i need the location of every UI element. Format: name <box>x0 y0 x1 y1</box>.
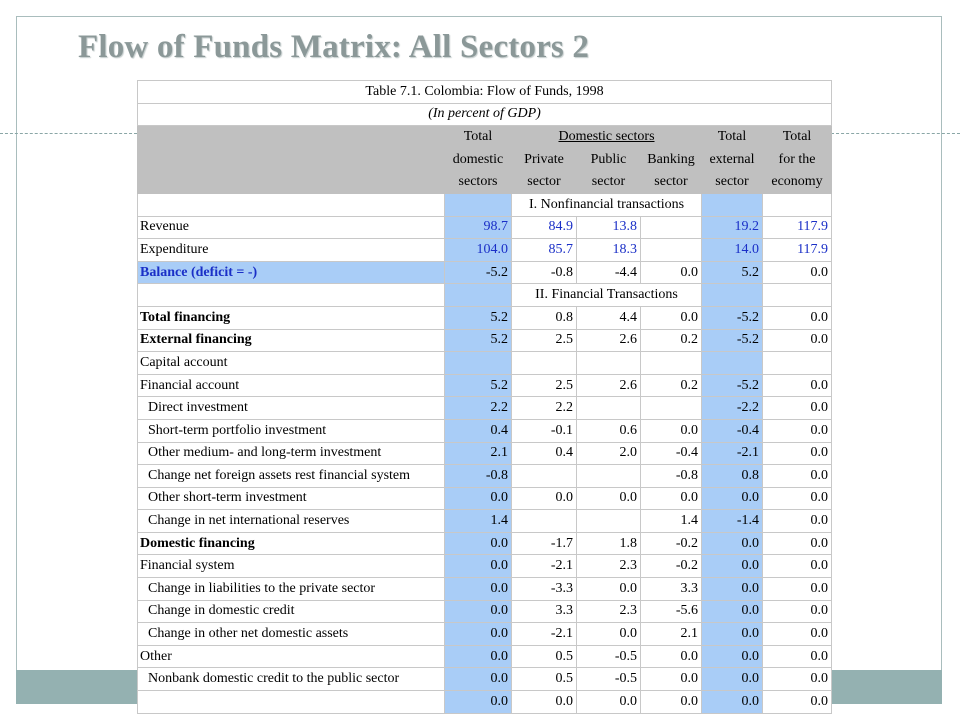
table-row <box>138 374 832 397</box>
table-cell: 0.0 <box>641 419 702 442</box>
table-cell: -5.2 <box>702 374 763 397</box>
table-cell: 0.4 <box>445 419 512 442</box>
row-label: Short-term portfolio investment <box>138 419 445 442</box>
table-row <box>138 645 832 668</box>
table-cell: 0.0 <box>763 487 832 510</box>
table-cell: -0.4 <box>702 419 763 442</box>
table-cell: 0.0 <box>763 645 832 668</box>
table-row <box>138 306 832 329</box>
table-cell: 0.0 <box>445 668 512 691</box>
section-label-financial: II. Financial Transactions <box>512 284 702 307</box>
table-row <box>138 668 832 691</box>
table-cell: 0.2 <box>641 329 702 352</box>
table-cell: 1.8 <box>577 532 641 555</box>
table-cell <box>763 352 832 375</box>
caption-row <box>138 81 832 104</box>
table-cell: 0.0 <box>445 623 512 646</box>
col-header-total-domestic-1: Total <box>445 126 512 149</box>
table-cell: 98.7 <box>445 216 512 239</box>
row-label: Total financing <box>138 306 445 329</box>
table-cell: 19.2 <box>702 216 763 239</box>
table-cell: 2.0 <box>577 442 641 465</box>
table-cell: 0.6 <box>577 419 641 442</box>
nonfinancial-rows <box>138 216 832 284</box>
table-cell: 0.8 <box>512 306 577 329</box>
table-cell <box>512 465 577 488</box>
table-cell: 0.0 <box>702 487 763 510</box>
table-cell <box>577 352 641 375</box>
table-cell: 1.4 <box>641 510 702 533</box>
table-row <box>138 578 832 601</box>
table-cell <box>702 352 763 375</box>
table-cell: 2.3 <box>577 555 641 578</box>
divider-left <box>0 133 137 134</box>
table-cell: 104.0 <box>445 239 512 262</box>
table-cell <box>512 510 577 533</box>
table-cell: 0.0 <box>577 691 641 714</box>
table-cell: -3.3 <box>512 578 577 601</box>
table-cell <box>641 239 702 262</box>
table-cell: -5.2 <box>702 329 763 352</box>
table-cell: -0.5 <box>577 645 641 668</box>
col-header-sector-external: sector <box>702 171 763 194</box>
table-cell: 0.0 <box>577 487 641 510</box>
table-cell: 0.0 <box>702 578 763 601</box>
table-cell: 0.5 <box>512 645 577 668</box>
table-cell: 0.0 <box>445 645 512 668</box>
table-cell: 0.8 <box>702 465 763 488</box>
header-row-3 <box>138 171 832 194</box>
table-row <box>138 261 832 284</box>
table-cell: 13.8 <box>577 216 641 239</box>
table-cell: 0.0 <box>702 668 763 691</box>
table-cell: 2.2 <box>445 397 512 420</box>
table-cell: 2.1 <box>641 623 702 646</box>
divider-right <box>831 133 960 134</box>
col-header-total-external-1: Total <box>702 126 763 149</box>
section-row-financial <box>138 284 832 307</box>
table-cell: 18.3 <box>577 239 641 262</box>
table-cell: 0.0 <box>641 691 702 714</box>
table-cell: 0.0 <box>641 261 702 284</box>
table-cell: 14.0 <box>702 239 763 262</box>
col-header-banking: Banking <box>641 148 702 171</box>
subcaption-row <box>138 103 832 126</box>
table-cell <box>577 397 641 420</box>
table-cell: -4.4 <box>577 261 641 284</box>
table-cell: 2.2 <box>512 397 577 420</box>
table-cell: 0.0 <box>702 623 763 646</box>
table-cell <box>641 397 702 420</box>
row-label: Change in domestic credit <box>138 600 445 623</box>
col-header-domestic-sectors: Domestic sectors <box>512 126 702 149</box>
table-cell: 0.2 <box>641 374 702 397</box>
table-cell: 5.2 <box>445 306 512 329</box>
row-label: Domestic financing <box>138 532 445 555</box>
col-header-sector-private: sector <box>512 171 577 194</box>
table-cell: 0.0 <box>641 487 702 510</box>
table-cell: 0.0 <box>763 668 832 691</box>
col-header-external: external <box>702 148 763 171</box>
col-header-total-economy-1: Total <box>763 126 832 149</box>
row-label: Change net foreign assets rest financial system <box>138 465 445 488</box>
table-cell: 0.0 <box>763 261 832 284</box>
table-caption: Table 7.1. Colombia: Flow of Funds, 1998 <box>138 81 832 104</box>
financial-rows <box>138 306 832 713</box>
row-label: Change in other net domestic assets <box>138 623 445 646</box>
table-cell: 3.3 <box>641 578 702 601</box>
section-row-nonfinancial <box>138 193 832 216</box>
row-label: Balance (deficit = -) <box>138 261 445 284</box>
table-cell: 117.9 <box>763 216 832 239</box>
table-cell: -2.2 <box>702 397 763 420</box>
table-cell: 0.0 <box>445 555 512 578</box>
table-cell <box>641 352 702 375</box>
table-cell: 2.3 <box>577 600 641 623</box>
table-cell: 0.0 <box>763 555 832 578</box>
table-row <box>138 352 832 375</box>
table-cell: -0.5 <box>577 668 641 691</box>
table-cell: 0.0 <box>702 645 763 668</box>
table-row <box>138 623 832 646</box>
row-label: Financial account <box>138 374 445 397</box>
table-cell <box>577 510 641 533</box>
table-cell: -2.1 <box>512 623 577 646</box>
row-label: Change in net international reserves <box>138 510 445 533</box>
table-cell: -1.4 <box>702 510 763 533</box>
table-cell: 0.0 <box>512 691 577 714</box>
table-cell: 0.0 <box>702 600 763 623</box>
table-row <box>138 239 832 262</box>
table-cell: -5.2 <box>445 261 512 284</box>
row-label: Change in liabilities to the private sector <box>138 578 445 601</box>
table-cell: 2.1 <box>445 442 512 465</box>
row-label: Expenditure <box>138 239 445 262</box>
table-cell: 0.0 <box>763 329 832 352</box>
table-cell: -2.1 <box>702 442 763 465</box>
table-cell: 0.0 <box>577 623 641 646</box>
table-cell: 0.0 <box>445 532 512 555</box>
col-header-domestic: domestic <box>445 148 512 171</box>
col-header-public: Public <box>577 148 641 171</box>
row-label: Other short-term investment <box>138 487 445 510</box>
table-row <box>138 600 832 623</box>
table-cell: 0.0 <box>512 487 577 510</box>
header-row-2 <box>138 148 832 171</box>
row-label: Other medium- and long-term investment <box>138 442 445 465</box>
table-cell: 0.0 <box>702 532 763 555</box>
table-cell: -5.6 <box>641 600 702 623</box>
table-cell: 0.0 <box>763 532 832 555</box>
table-cell: 5.2 <box>445 329 512 352</box>
table-cell <box>512 352 577 375</box>
table-row <box>138 487 832 510</box>
table-row <box>138 465 832 488</box>
flow-of-funds-table-container <box>137 80 832 714</box>
table-row <box>138 510 832 533</box>
table-cell: 1.4 <box>445 510 512 533</box>
table-cell <box>445 352 512 375</box>
table-row <box>138 216 832 239</box>
row-label: External financing <box>138 329 445 352</box>
table-cell: 0.0 <box>702 691 763 714</box>
col-header-sector-banking: sector <box>641 171 702 194</box>
table-subcaption: (In percent of GDP) <box>138 103 832 126</box>
table-cell: 0.0 <box>763 691 832 714</box>
table-cell: -0.8 <box>445 465 512 488</box>
table-cell: 2.5 <box>512 374 577 397</box>
table-cell: -0.4 <box>641 442 702 465</box>
table-cell: 0.0 <box>641 668 702 691</box>
table-cell: 0.0 <box>763 397 832 420</box>
row-label: Revenue <box>138 216 445 239</box>
table-cell <box>641 216 702 239</box>
row-label: Capital account <box>138 352 445 375</box>
table-cell: 117.9 <box>763 239 832 262</box>
col-header-economy: economy <box>763 171 832 194</box>
table-row <box>138 442 832 465</box>
table-cell: 84.9 <box>512 216 577 239</box>
table-cell: 0.0 <box>763 510 832 533</box>
row-label: Financial system <box>138 555 445 578</box>
header-row-1 <box>138 126 832 149</box>
table-cell: 0.5 <box>512 668 577 691</box>
table-row <box>138 397 832 420</box>
table-cell: 0.0 <box>763 600 832 623</box>
flow-of-funds-table <box>137 80 832 714</box>
table-cell: 5.2 <box>702 261 763 284</box>
table-cell: -2.1 <box>512 555 577 578</box>
table-cell: -0.2 <box>641 555 702 578</box>
table-cell: 0.0 <box>577 578 641 601</box>
col-header-for-the: for the <box>763 148 832 171</box>
table-cell: 85.7 <box>512 239 577 262</box>
table-cell: 0.0 <box>702 555 763 578</box>
row-label: Other <box>138 645 445 668</box>
table-cell <box>577 465 641 488</box>
table-cell: -1.7 <box>512 532 577 555</box>
col-header-sector-public: sector <box>577 171 641 194</box>
table-cell: 0.0 <box>763 442 832 465</box>
row-label <box>138 691 445 714</box>
col-header-private: Private <box>512 148 577 171</box>
table-row <box>138 555 832 578</box>
table-cell: 0.0 <box>641 645 702 668</box>
row-label: Nonbank domestic credit to the public sector <box>138 668 445 691</box>
table-cell: 0.0 <box>763 623 832 646</box>
table-cell: -0.1 <box>512 419 577 442</box>
col-header-sectors-1: sectors <box>445 171 512 194</box>
table-cell: 0.0 <box>445 600 512 623</box>
table-cell: 2.5 <box>512 329 577 352</box>
table-cell: 0.0 <box>763 419 832 442</box>
table-cell: 0.0 <box>445 578 512 601</box>
table-cell: 2.6 <box>577 329 641 352</box>
table-cell: -0.8 <box>641 465 702 488</box>
table-cell: 0.4 <box>512 442 577 465</box>
table-cell: 0.0 <box>445 691 512 714</box>
table-cell: 3.3 <box>512 600 577 623</box>
table-row <box>138 419 832 442</box>
table-cell: -0.8 <box>512 261 577 284</box>
table-cell: -5.2 <box>702 306 763 329</box>
table-cell: 0.0 <box>641 306 702 329</box>
table-cell: 2.6 <box>577 374 641 397</box>
slide-title: Flow of Funds Matrix: All Sectors 2 <box>78 29 590 65</box>
table-cell: -0.2 <box>641 532 702 555</box>
table-row <box>138 329 832 352</box>
table-cell: 0.0 <box>763 374 832 397</box>
table-row <box>138 691 832 714</box>
row-label: Direct investment <box>138 397 445 420</box>
table-cell: 0.0 <box>763 306 832 329</box>
table-cell: 4.4 <box>577 306 641 329</box>
table-cell: 0.0 <box>763 465 832 488</box>
table-cell: 0.0 <box>445 487 512 510</box>
section-label-nonfinancial: I. Nonfinancial transactions <box>512 193 702 216</box>
table-cell: 0.0 <box>763 578 832 601</box>
table-row <box>138 532 832 555</box>
table-cell: 5.2 <box>445 374 512 397</box>
